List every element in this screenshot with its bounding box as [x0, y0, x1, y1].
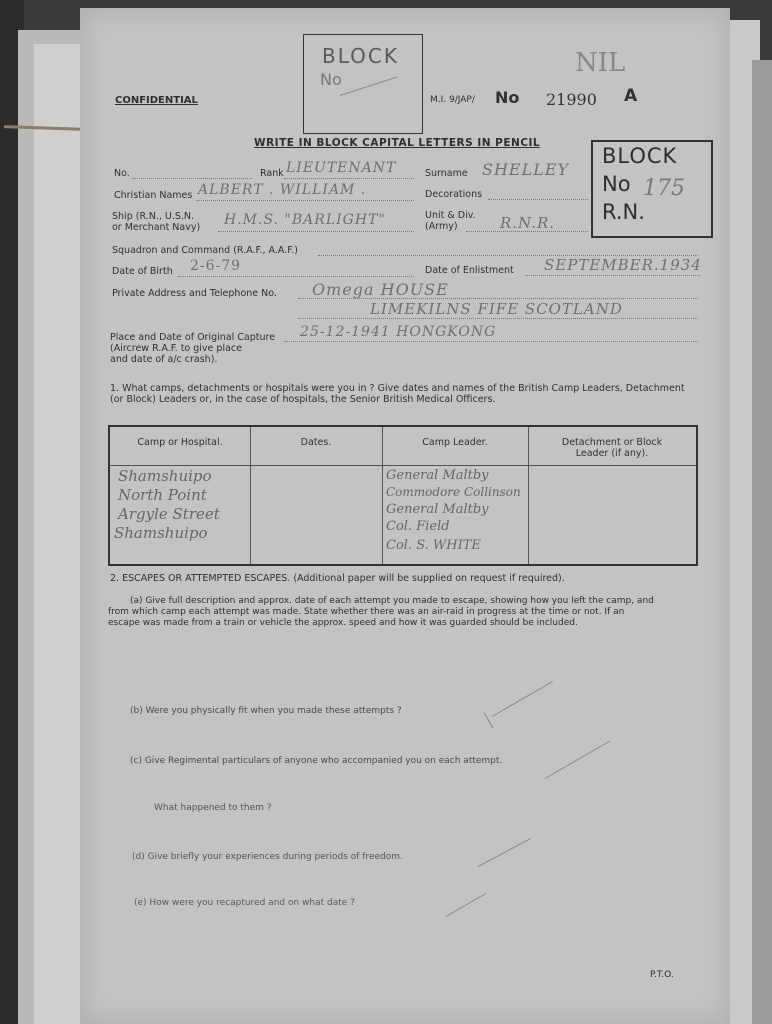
decorations-line	[488, 199, 588, 200]
confidential-label: CONFIDENTIAL	[115, 95, 198, 106]
block-capitals-instruction: WRITE IN BLOCK CAPITAL LETTERS IN PENCIL	[254, 137, 541, 149]
ship-line	[218, 231, 414, 232]
address-label: Private Address and Telephone No.	[112, 288, 277, 299]
block-stamp-top-title: BLOCK	[322, 44, 399, 68]
camp-1: Shamshuipo	[118, 467, 212, 485]
pto-label: P.T.O.	[650, 970, 674, 980]
leader-5: Col. S. WHITE	[386, 538, 481, 553]
capture-label-2: (Aircrew R.A.F. to give place	[110, 343, 242, 354]
number-label: No	[495, 88, 520, 107]
nil-note: NIL	[575, 48, 626, 78]
rank-line	[284, 178, 414, 179]
header-detachment: Detachment or Block	[561, 437, 663, 448]
reference-code: M.I. 9/JAP/	[430, 95, 475, 105]
christian-line	[196, 200, 414, 201]
header-camp-leader: Camp Leader.	[422, 437, 488, 448]
question-2a-line-2: from which camp each attempt was made. State whether there was an air-raid in progress at the time or not. If an	[108, 607, 625, 617]
camps-table	[108, 425, 698, 566]
rank-label: Rank	[260, 168, 284, 179]
camp-4: Shamshuipo	[114, 524, 208, 542]
leader-2: Commodore Collinson	[386, 485, 521, 499]
dob-line	[178, 276, 414, 277]
christian-names-label: Christian Names	[114, 190, 193, 201]
camp-3: Argyle Street	[118, 505, 220, 523]
ship-label-2: or Merchant Navy)	[112, 222, 201, 233]
no-line	[132, 178, 252, 179]
ship-label-1: Ship (R.N., U.S.N.	[112, 211, 195, 222]
block-stamp-top-no: No	[320, 70, 342, 89]
capture-value: 25-12-1941 HONGKONG	[300, 324, 497, 340]
leader-1: General Maltby	[386, 468, 489, 483]
enlistment-label: Date of Enlistment	[425, 265, 514, 276]
question-2-title: 2. ESCAPES OR ATTEMPTED ESCAPES. (Additional paper will be supplied on request if required).	[110, 573, 565, 584]
question-1-line-1: 1. What camps, detachments or hospitals were you in ? Give dates and names of the British Camp Leaders, Detachment	[110, 383, 685, 394]
serial-number: 21990	[546, 90, 597, 109]
ship-value: H.M.S. "BARLIGHT"	[224, 212, 386, 228]
address-value-2: LIMEKILNS FIFE SCOTLAND	[370, 300, 623, 318]
leader-3: General Maltby	[386, 502, 489, 517]
address-value-1: Omega HOUSE	[312, 280, 449, 299]
block-rn-stamp-number: 175	[643, 176, 685, 201]
under-page-right-2	[752, 60, 772, 1024]
header-detachment-2: Leader (if any).	[575, 448, 649, 459]
question-2c-follow-up: What happened to them ?	[154, 803, 272, 813]
unit-value: R.N.R.	[500, 214, 556, 232]
dob-label: Date of Birth	[112, 266, 173, 277]
unit-label-1: Unit & Div.	[425, 210, 476, 221]
question-1-line-2: (or Block) Leaders or, in the case of hospitals, the Senior British Medical Officers.	[110, 394, 496, 405]
header-dates: Dates.	[300, 437, 332, 448]
unit-label-2: (Army)	[425, 221, 458, 232]
leader-4: Col. Field	[386, 519, 450, 534]
decorations-label: Decorations	[425, 189, 483, 200]
capture-label-3: and date of a/c crash).	[110, 354, 218, 365]
block-rn-stamp-title: BLOCK	[602, 144, 678, 168]
question-2c: (c) Give Regimental particulars of anyone who accompanied you on each attempt.	[130, 756, 503, 766]
question-2a-line-3: escape was made from a train or vehicle the approx. speed and how it was guarded should be included.	[108, 618, 578, 628]
squadron-label: Squadron and Command (R.A.F., A.A.F.)	[112, 245, 298, 256]
surname-value: SHELLEY	[482, 160, 570, 179]
question-2e: (e) How were you recaptured and on what date ?	[134, 898, 355, 908]
enlistment-line	[525, 275, 700, 276]
rank-value: LIEUTENANT	[286, 160, 397, 176]
form-letter: A	[624, 86, 638, 106]
enlistment-value: SEPTEMBER.1934	[544, 256, 702, 274]
no-label: No.	[114, 168, 130, 179]
question-2b: (b) Were you physically fit when you made these attempts ?	[130, 706, 402, 716]
header-camp: Camp or Hospital.	[137, 437, 223, 448]
question-2d: (d) Give briefly your experiences during periods of freedom.	[132, 852, 403, 862]
address-line-2	[298, 318, 698, 319]
block-rn-stamp-no: No	[602, 172, 631, 196]
capture-label-1: Place and Date of Original Capture	[110, 332, 276, 343]
christian-names-value: ALBERT . WILLIAM .	[198, 182, 367, 198]
question-2a-line-1: (a) Give full description and approx. date of each attempt you made to escape, showing how you left the camp, and	[130, 596, 654, 606]
camp-2: North Point	[118, 486, 207, 504]
block-rn-stamp-rn: R.N.	[602, 200, 645, 224]
capture-line	[284, 341, 698, 342]
dob-value: 2-6-79	[190, 258, 242, 274]
surname-label: Surname	[425, 168, 468, 179]
